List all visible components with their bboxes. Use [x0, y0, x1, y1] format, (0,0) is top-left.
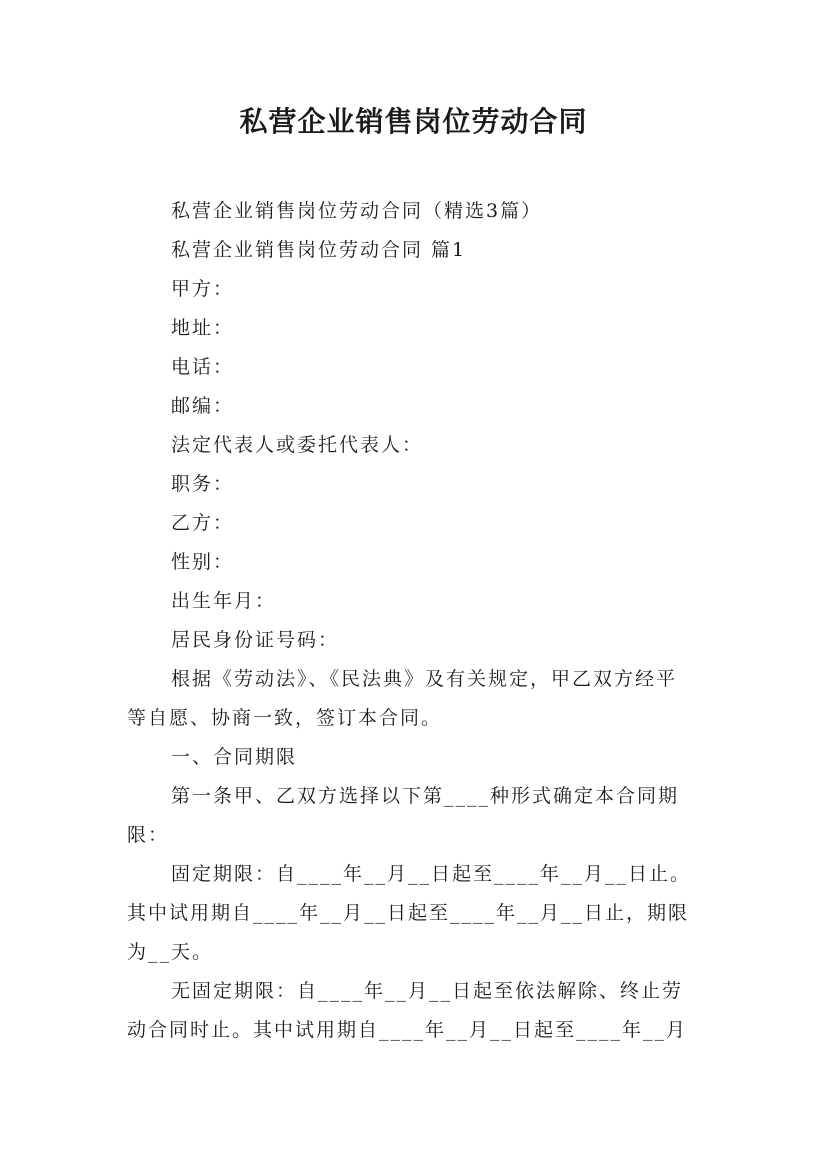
- birth-date-label: 出生年月：: [171, 590, 277, 612]
- paragraph-line: 动合同时止。其中试用期自____年__月__日起至____年__月: [127, 1019, 688, 1041]
- document-title: 私营企业销售岗位劳动合同: [239, 105, 588, 138]
- party-a-label: 甲方：: [171, 278, 235, 300]
- paragraph-line: 固定期限：自____年__月__日起至____年__月__日止。: [171, 863, 692, 885]
- paragraph-line: 为__天。: [127, 941, 214, 963]
- phone-label: 电话：: [171, 356, 235, 378]
- paragraph-line: 限：: [127, 824, 170, 846]
- paragraph-line: 第一条甲、乙双方选择以下第____种形式确定本合同期: [171, 785, 680, 807]
- paragraph-line: 等自愿、协商一致，签订本合同。: [127, 707, 443, 729]
- id-number-label: 居民身份证号码：: [171, 629, 340, 651]
- section-heading: 私营企业销售岗位劳动合同 篇1: [171, 239, 467, 261]
- paragraph-line: 根据《劳动法》、《民法典》及有关规定，甲乙双方经平: [171, 668, 678, 690]
- party-b-label: 乙方：: [171, 512, 235, 534]
- paragraph-line: 其中试用期自____年__月__日起至____年__月__日止，期限: [127, 902, 690, 924]
- address-label: 地址：: [171, 317, 235, 339]
- subtitle-line: 私营企业销售岗位劳动合同（精选3篇）: [171, 200, 543, 222]
- postcode-label: 邮编：: [171, 395, 235, 417]
- gender-label: 性别：: [171, 551, 235, 573]
- paragraph-line: 无固定期限：自____年__月__日起至依法解除、终止劳: [171, 980, 684, 1002]
- position-label: 职务：: [171, 473, 235, 495]
- legal-representative-label: 法定代表人或委托代表人：: [171, 434, 424, 456]
- section-heading: 一、合同期限: [171, 746, 298, 768]
